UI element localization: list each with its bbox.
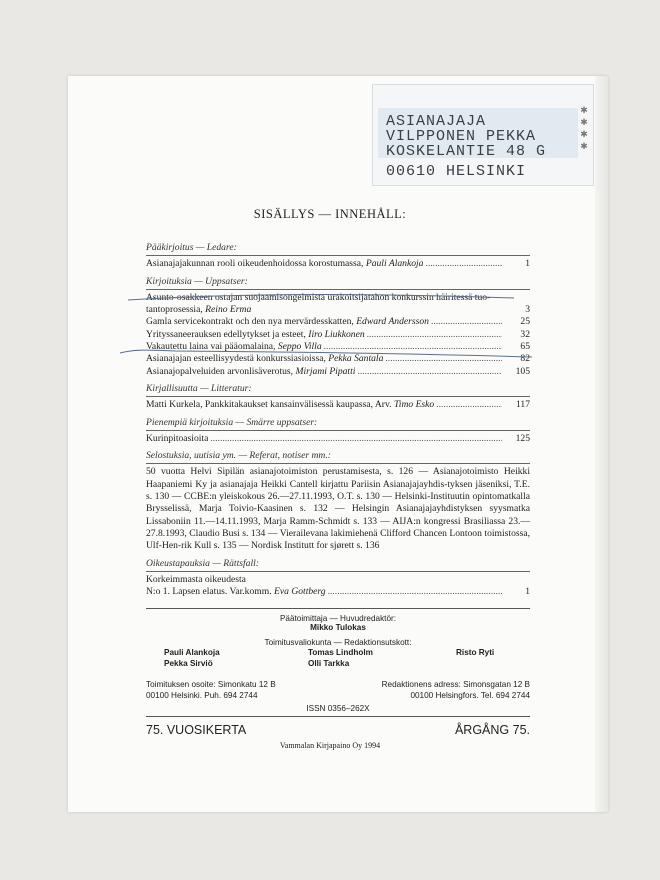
address-fi-line-1: Toimituksen osoite: Simonkatu 12 B xyxy=(146,680,276,689)
addresses xyxy=(146,680,530,704)
toc-section-literature xyxy=(146,383,530,412)
volume-fi: 75. VUOSIKERTA xyxy=(146,723,247,737)
address-sv-line-2: 00100 Helsingfors. Tel. 694 2744 xyxy=(410,691,530,700)
toc-entry xyxy=(146,433,530,445)
entry-page: 25 xyxy=(520,316,530,328)
entry-author: Reino Erma xyxy=(205,304,252,316)
entry-page: 1 xyxy=(525,586,530,598)
editorial-top-rule xyxy=(146,608,530,609)
entry-author: Pauli Alankoja xyxy=(365,258,424,270)
chief-editor-name: Mikko Tulokas xyxy=(310,623,366,632)
section-heading: Kirjoituksia — Uppsatser: xyxy=(146,275,248,287)
leader-dots xyxy=(436,399,502,411)
toc-title: SISÄLLYS — INNEHÅLL: xyxy=(253,207,407,221)
leader-dots xyxy=(210,433,502,445)
section-rule xyxy=(146,289,530,290)
reports-paragraph: 50 vuotta Helvi Sipilän asianajotoimiston perustamisesta, s. 126 — Asianajotoimisto Heikki Haapaniemi Ky ja asianajaja Heikki Cantell kirjattu Pariisin Asianajajayhdis-tyksen jäseniksi, T.E. s. 130 — CCBE:n yleiskokous 26.—27.11.1993, O.T. s. 130 — Helsinki-Instituutin opintomatkalla Brysselissä, Marja Toivio-Kaasinen s. 132 — Helsingin Asianajajayhdistyksen syysmatka Lissaboniin 11.—14.11.1993, Marja Ramm-Schmidt s. 133 — AIJA:n kongressi Brasiliassa 23.—27.8.1993, Claudio Busi s. 134 — Vierailevana lakimiehenä Clifford Chancen Lontoon toimistossa, Ulf-Hen-rik Kull s. 135 — Nordisk Institutt for sjørett s. 136 xyxy=(146,466,530,552)
board-label: Toimitusvaliokunta — Redaktionsutskott: xyxy=(264,638,412,647)
entry-title: Matti Kurkela, Pankkitakaukset kansainvälisessä kaupassa, Arv. xyxy=(146,399,394,411)
entry-page: 65 xyxy=(520,341,530,353)
label-side-mark: ✱ ✱ ✱ ✱ xyxy=(580,105,588,151)
leader-dots xyxy=(367,329,502,341)
leader-dots xyxy=(328,586,502,598)
entry-author: Edward Andersson xyxy=(356,316,429,328)
entry-title: Kurinpitoasioita xyxy=(146,432,209,444)
section-heading: Oikeustapauksia — Rättsfall: xyxy=(146,557,259,569)
section-heading: Kirjallisuutta — Litteratur: xyxy=(146,382,252,394)
toc-entry xyxy=(146,329,530,341)
label-line-4: 00610 HELSINKI xyxy=(386,163,527,180)
toc-section-articles xyxy=(146,276,530,378)
label-line-3: KOSKELANTIE 48 G xyxy=(386,143,547,160)
label-line-1: ASIANAJAJA xyxy=(386,113,487,130)
entry-title: Vakautettu laina vai pääomalaina, xyxy=(146,341,278,353)
entry-title: N:o 1. Lapsen elatus. Var.komm. xyxy=(146,586,274,598)
entry-page: 105 xyxy=(515,365,530,377)
entry-title: Asianajajakunnan rooli oikeudenhoidossa korostumassa, xyxy=(146,258,366,270)
toc-entry xyxy=(146,366,530,378)
volume-sv: ÅRGÅNG 75. xyxy=(454,723,530,737)
toc-entry xyxy=(146,341,530,353)
address-sv-line-1: Redaktionens adress: Simonsgatan 12 B xyxy=(381,680,530,689)
member-name: Tomas Lindholm xyxy=(308,648,373,657)
entry-title: Asunto-osakkeen ostajan suojaamisongelmista urakoitsijatahon konkurssin häiritessä tuo-tantoprosessia, xyxy=(146,291,491,316)
printer-line: Vammalan Kirjapaino Oy 1994 xyxy=(279,741,381,750)
section-rule xyxy=(146,255,530,256)
section-rule xyxy=(146,463,530,464)
leader-dots xyxy=(425,258,502,270)
entry-page: 3 xyxy=(525,304,530,316)
member-name: Olli Tarkka xyxy=(308,659,350,668)
address-fi-line-2: 00100 Helsinki. Puh. 694 2744 xyxy=(146,691,258,700)
entry-page: 117 xyxy=(515,399,530,411)
member-name: Risto Ryti xyxy=(456,648,495,657)
entry-author: Timo Esko xyxy=(393,399,435,411)
entry-page: 125 xyxy=(515,432,530,444)
table-of-contents xyxy=(146,242,530,598)
label-line-2: VILPPONEN PEKKA xyxy=(386,128,537,145)
toc-entry xyxy=(146,316,530,328)
toc-entry xyxy=(146,258,530,270)
section-heading: Pienempiä kirjoituksia — Smärre uppsatser: xyxy=(146,416,318,428)
entry-author: Iiro Liukkonen xyxy=(308,328,365,340)
page-edge xyxy=(595,76,608,812)
entry-title: Yrityssaneerauksen edellytykset ja esteet, xyxy=(146,328,309,340)
chief-editor-label: Päätoimittaja — Huvudredaktör: xyxy=(279,614,397,623)
toc-entry xyxy=(146,399,530,411)
editorial-block xyxy=(146,614,530,713)
toc-entry xyxy=(146,353,530,365)
cases-subheading: Korkeimmasta oikeudesta xyxy=(146,573,246,585)
leader-dots xyxy=(431,316,502,328)
member-name: Pekka Sirviö xyxy=(164,659,213,668)
section-heading: Pääkirjoitus — Ledare: xyxy=(146,242,237,253)
toc-section-reports xyxy=(146,450,530,552)
issn: ISSN 0356–262X xyxy=(306,704,370,713)
entry-page: 82 xyxy=(520,353,530,365)
section-rule xyxy=(146,396,530,397)
member-name: Pauli Alankoja xyxy=(164,648,220,657)
entry-author: Pekka Santala xyxy=(328,353,384,365)
entry-author: Eva Gottberg xyxy=(274,586,326,598)
leader-dots xyxy=(357,366,502,378)
entry-author: Seppo Villa xyxy=(277,341,322,353)
toc-entry xyxy=(146,586,530,598)
leader-dots xyxy=(385,353,502,365)
entry-author: Mirjami Pipatti xyxy=(295,365,356,377)
toc-section-editorial xyxy=(146,242,530,271)
section-rule xyxy=(146,571,530,572)
footer-rule xyxy=(146,716,530,717)
entry-page: 1 xyxy=(525,258,530,270)
leader-dots xyxy=(324,341,502,353)
entry-page: 32 xyxy=(520,328,530,340)
section-heading: Selostuksia, uutisia ym. — Referat, notiser mm.: xyxy=(146,450,331,462)
entry-title: Asianajopalveluiden arvonlisäverotus, xyxy=(146,365,296,377)
entry-title: Gamla servicekontrakt och den nya mervärdesskatten, xyxy=(146,316,357,328)
toc-section-cases xyxy=(146,558,530,599)
board-members xyxy=(146,648,530,672)
section-rule xyxy=(146,430,530,431)
entry-title: Asianajajan esteellisyydestä konkurssiasioissa, xyxy=(146,353,329,365)
toc-section-minor xyxy=(146,417,530,446)
toc-entry xyxy=(146,292,530,317)
